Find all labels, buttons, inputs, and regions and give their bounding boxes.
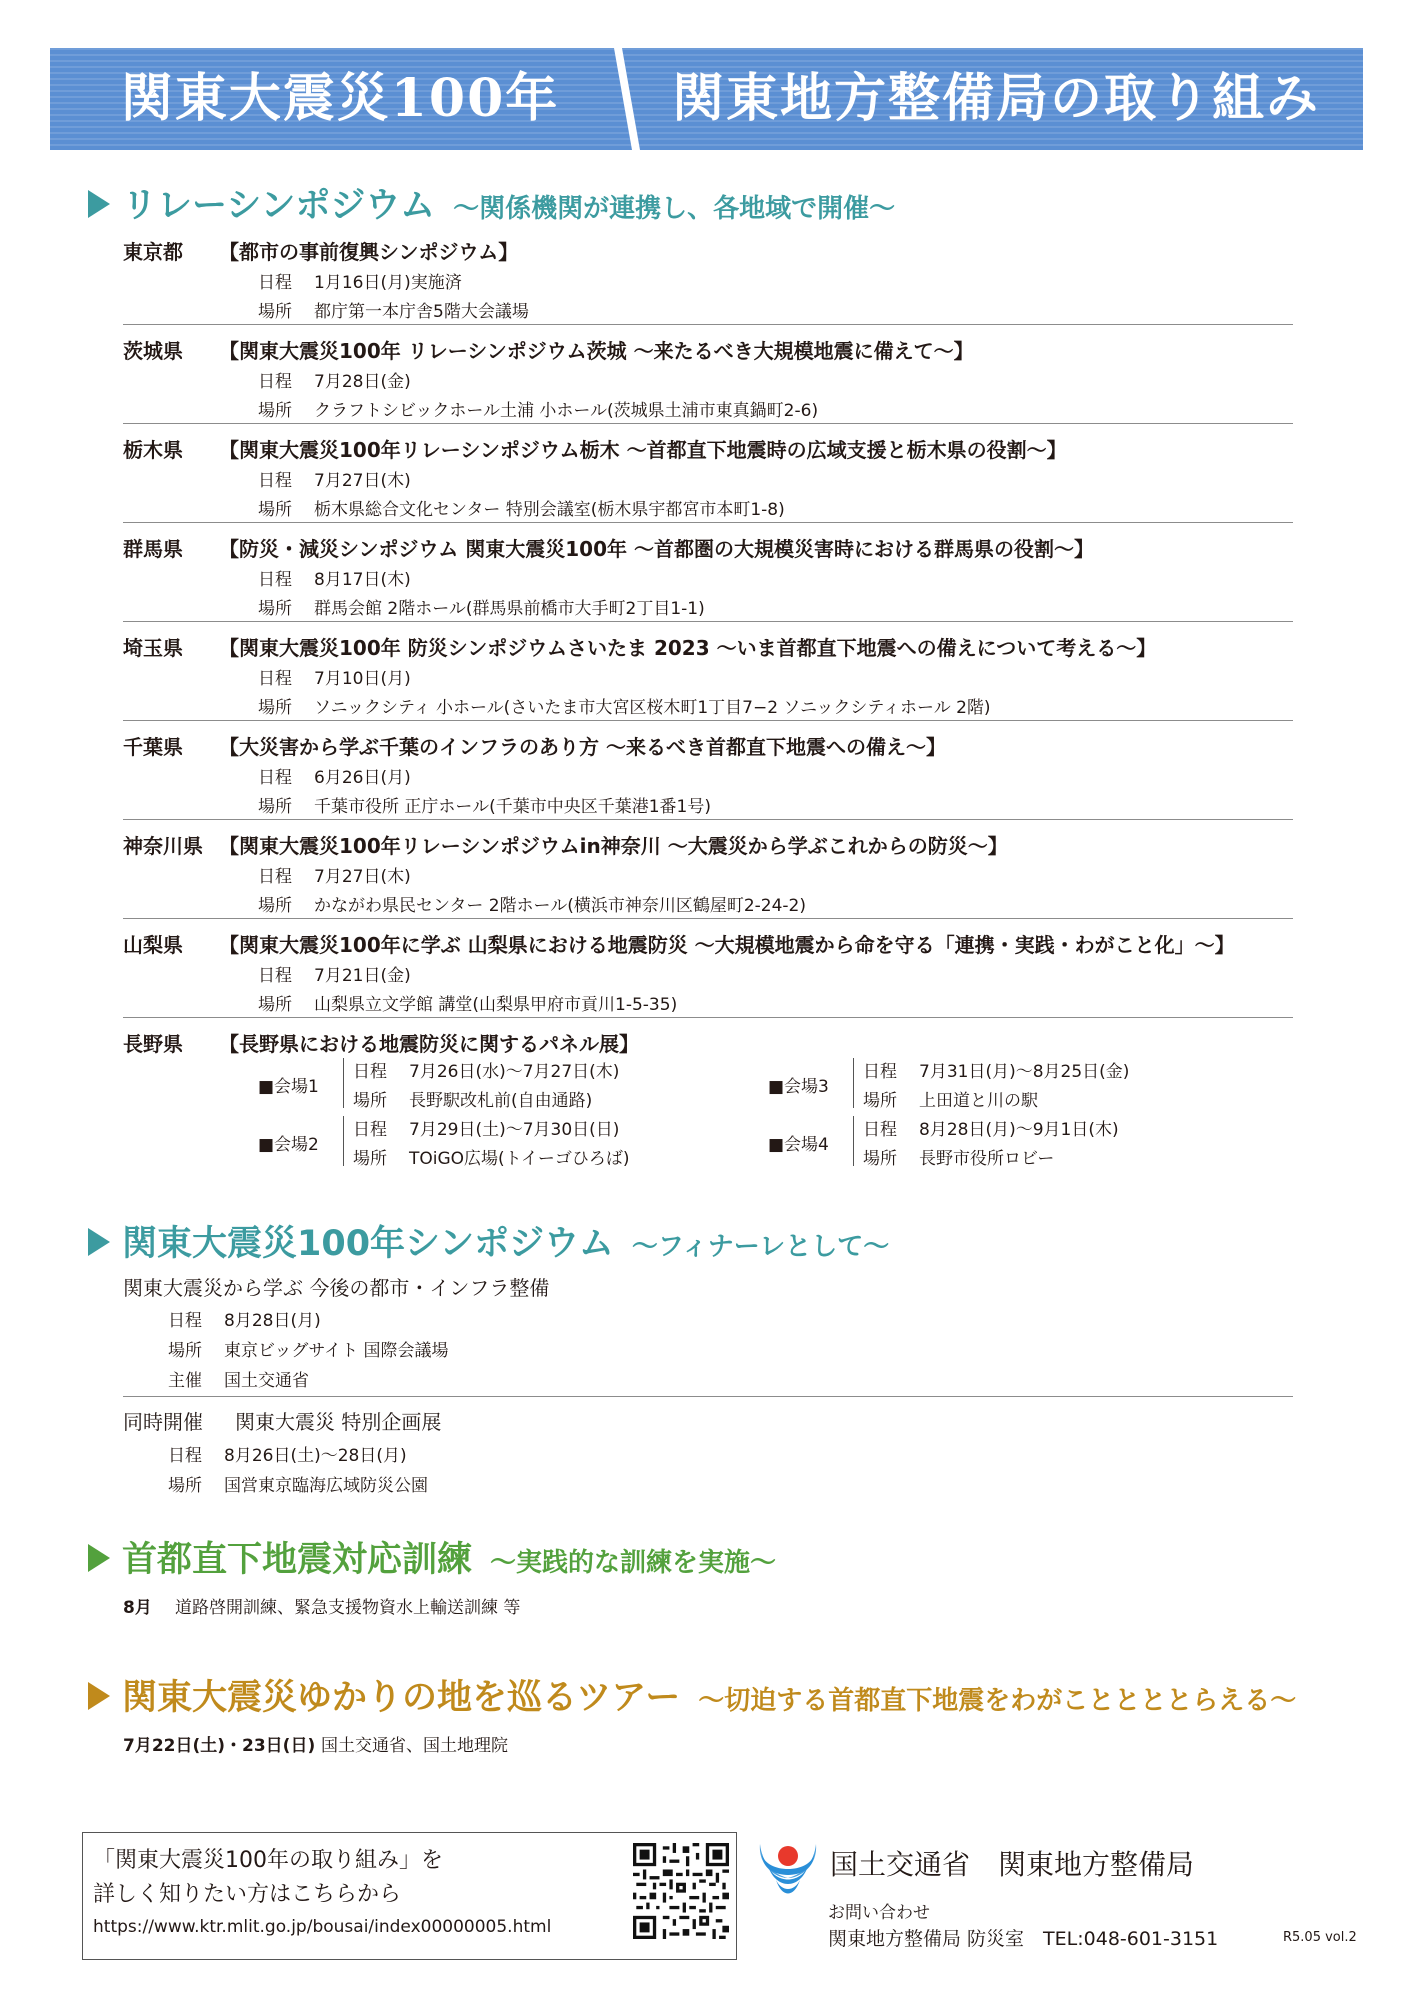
pref-place: 場所 ソニックシティ 小ホール(さいたま市大宮区桜木町1丁目7−2 ソニックシティホール 2階) [258,698,991,718]
triangle-bullet-icon [88,190,110,218]
symposium-event-title: 関東大震災から学ぶ 今後の都市・インフラ整備 [123,1276,550,1300]
pref-name: 茨城県 [123,339,183,363]
divider [123,720,1293,721]
divider [123,423,1293,424]
banner-title-right: 関東地方整備局の取り組み [671,68,1320,129]
pref-place: 場所 栃木県総合文化センター 特別会議室(栃木県宇都宮市本町1-8) [258,500,785,520]
info-url[interactable]: https://www.ktr.mlit.go.jp/bousai/index00000005.html [93,1917,552,1937]
pref-event-title: 【都市の事前復興シンポジウム】 [219,240,519,264]
pref-place: 場所 クラフトシビックホール土浦 小ホール(茨城県土浦市東真鍋町2-6) [258,401,819,421]
info-box [82,1832,737,1960]
symposium-subtitle: ～フィナーレとして～ [631,1232,890,1262]
pref-name: 栃木県 [123,438,183,462]
pref-date: 日程 8月17日(木) [258,570,411,590]
version-label: R5.05 vol.2 [1283,1930,1357,1945]
venue-date: 日程 7月26日(水)～7月27日(木) [353,1062,620,1082]
venue-date: 日程 8月28日(月)～9月1日(木) [863,1120,1119,1140]
venue-place: 場所 長野駅改札前(自由通路) [353,1091,593,1111]
symposium-date: 日程 8月28日(月) [168,1311,321,1331]
pref-event-title: 【大災害から学ぶ千葉のインフラのあり方 ～来るべき首都直下地震への備え～】 [219,735,946,759]
venue-label: ■会場3 [768,1077,829,1097]
pref-event-title: 【防災・減災シンポジウム 関東大震災100年 ～首都圏の大規模災害時における群馬県の役割～】 [219,537,1094,561]
venue-bar [343,1116,344,1166]
pref-date: 日程 7月28日(金) [258,372,411,392]
divider [123,1017,1293,1018]
info-line1: 「関東大震災100年の取り組み」を [93,1848,443,1873]
divider [123,621,1293,622]
banner-divider [612,48,642,150]
section-relay-title [88,178,895,228]
contact-info: 関東地方整備局 防災室 TEL:048-601-3151 [828,1928,1219,1950]
venue-label: ■会場2 [258,1135,319,1155]
pref-name: 千葉県 [123,735,183,759]
pref-name: 長野県 [123,1032,183,1056]
venue-date: 日程 7月29日(土)～7月30日(日) [353,1120,620,1140]
pref-name: 埼玉県 [123,636,183,660]
pref-date: 日程 7月27日(木) [258,867,411,887]
pref-name: 群馬県 [123,537,183,561]
qr-code-icon[interactable] [633,1843,729,1939]
section-tour-title [88,1670,1296,1720]
triangle-bullet-icon [88,1682,110,1710]
venue-label: ■会場4 [768,1135,829,1155]
tour-info: 7月22日(土)・23日(日) 国土交通省、国土地理院 [123,1736,508,1756]
mlit-logo-icon [758,1832,818,1900]
banner-title-left: 関東大震災100年 [120,68,560,129]
divider [123,819,1293,820]
symposium-side-event: 同時開催 関東大震災 特別企画展 [123,1410,442,1434]
relay-subtitle: ～関係機関が連携し、各地域で開催～ [453,194,896,224]
venue-place: 場所 上田道と川の駅 [863,1091,1038,1111]
section-symposium-title [88,1216,889,1266]
pref-date: 日程 7月10日(月) [258,669,411,689]
drill-subtitle: ～実践的な訓練を実施～ [490,1548,777,1578]
divider [123,918,1293,919]
venue-bar [343,1058,344,1108]
pref-name: 東京都 [123,240,183,264]
symposium-host: 主催 国土交通省 [168,1371,309,1391]
pref-event-title: 【長野県における地震防災に関するパネル展】 [219,1032,639,1056]
relay-title-text: リレーシンポジウム [122,186,436,226]
org-name: 国土交通省 関東地方整備局 [830,1848,1195,1881]
divider [123,1396,1293,1397]
symposium-place: 場所 東京ビッグサイト 国際会議場 [168,1341,449,1361]
pref-place: 場所 千葉市役所 正庁ホール(千葉市中央区千葉港1番1号) [258,797,711,817]
pref-date: 日程 7月27日(木) [258,471,411,491]
venue-bar [853,1116,854,1166]
header-banner [50,48,1363,150]
venue-bar [853,1058,854,1108]
venue-place: 場所 長野市役所ロビー [863,1149,1055,1169]
pref-name: 神奈川県 [123,834,203,858]
venue-place: 場所 TOiGO広場(トイーゴひろば) [353,1149,630,1169]
venue-date: 日程 7月31日(月)～8月25日(金) [863,1062,1130,1082]
tour-title-text: 関東大震災ゆかりの地を巡るツアー [122,1678,681,1718]
pref-event-title: 【関東大震災100年リレーシンポジウム栃木 ～首都直下地震時の広域支援と栃木県の役割～】 [219,438,1067,462]
triangle-bullet-icon [88,1544,110,1572]
pref-date: 日程 6月26日(月) [258,768,411,788]
section-drill-title [88,1532,776,1582]
pref-place: 場所 山梨県立文学館 講堂(山梨県甲府市貢川1-5-35) [258,995,678,1015]
pref-event-title: 【関東大震災100年 防災シンポジウムさいたま 2023 ～いま首都直下地震への備えについて考える～】 [219,636,1157,660]
tour-subtitle: ～切迫する首都直下地震をわがこととととらえる～ [698,1686,1297,1716]
side-place: 場所 国営東京臨海広域防災公園 [168,1476,428,1496]
pref-date: 日程 1月16日(月)実施済 [258,273,462,293]
divider [123,522,1293,523]
pref-event-title: 【関東大震災100年 リレーシンポジウム茨城 ～来たるべき大規模地震に備えて～】 [219,339,974,363]
pref-place: 場所 都庁第一本庁舎5階大会議場 [258,302,529,322]
venue-label: ■会場1 [258,1077,319,1097]
pref-event-title: 【関東大震災100年リレーシンポジウムin神奈川 ～大震災から学ぶこれからの防災～】 [219,834,1008,858]
pref-name: 山梨県 [123,933,183,957]
divider [123,324,1293,325]
pref-date: 日程 7月21日(金) [258,966,411,986]
drill-title-text: 首都直下地震対応訓練 [122,1540,473,1580]
pref-event-title: 【関東大震災100年に学ぶ 山梨県における地震防災 ～大規模地震から命を守る「連携・実践・わがこと化」～】 [219,933,1235,957]
symposium-title-text: 関東大震災100年シンポジウム [122,1224,614,1264]
drill-info: 8月 道路啓開訓練、緊急支援物資水上輸送訓練 等 [123,1598,521,1618]
pref-place: 場所 かながわ県民センター 2階ホール(横浜市神奈川区鶴屋町2-24-2) [258,896,806,916]
info-line2: 詳しく知りたい方はこちらから [93,1882,402,1907]
pref-place: 場所 群馬会館 2階ホール(群馬県前橋市大手町2丁目1-1) [258,599,705,619]
side-date: 日程 8月26日(土)～28日(月) [168,1446,407,1466]
triangle-bullet-icon [88,1228,110,1256]
contact-label: お問い合わせ [828,1903,930,1923]
